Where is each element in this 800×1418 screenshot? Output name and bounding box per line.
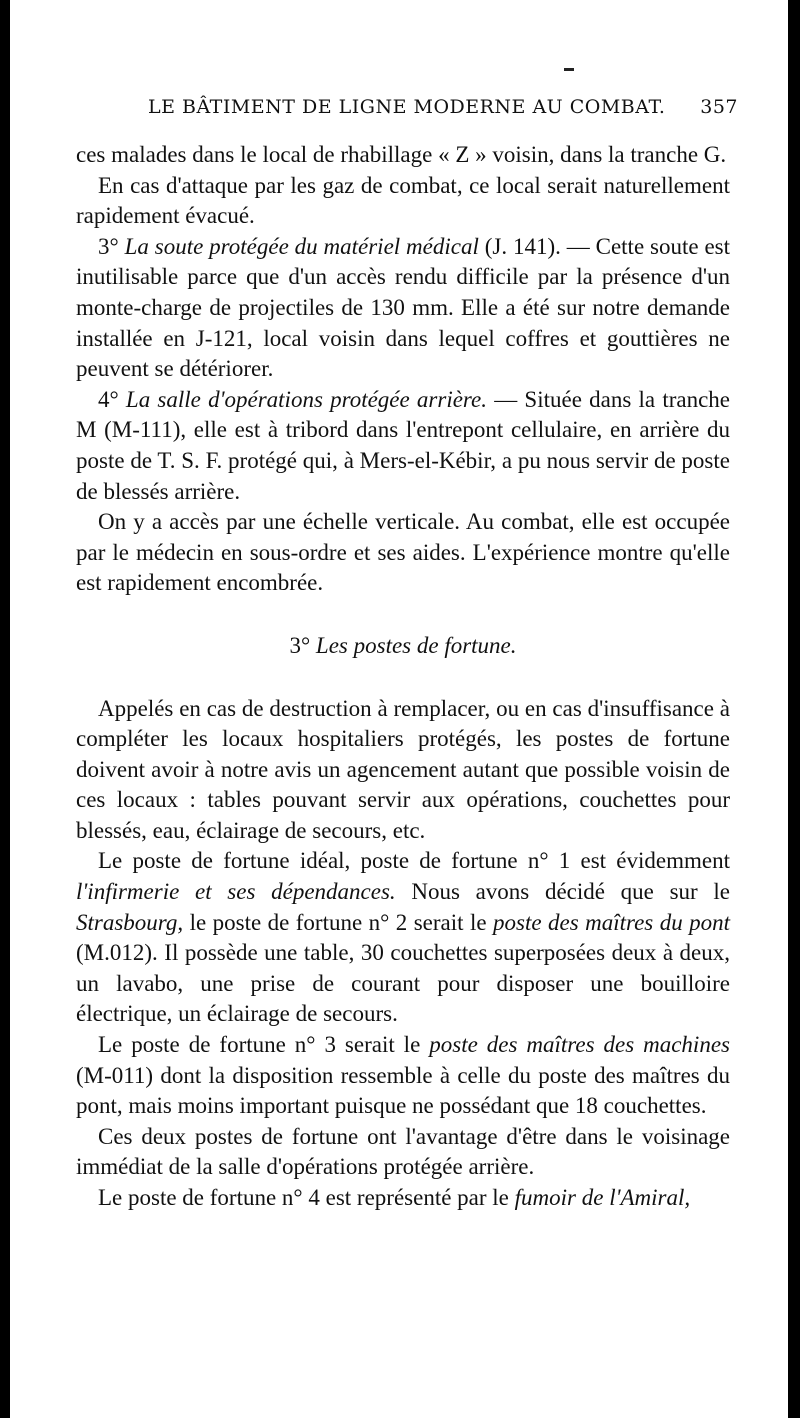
paragraph-text: On y a accès par une échelle verticale. Au combat, elle est occupée par le médecin en sous-ordre et ses aides. L'expérience montre qu'elle est rapidement encombrée. <box>76 509 730 596</box>
section-number: 3° <box>289 632 311 658</box>
italic-phrase: l'infirmerie et ses dépendances. <box>76 879 396 905</box>
paragraph-text: le poste de fortune n° 2 serait le <box>189 909 487 935</box>
paragraph <box>76 232 730 385</box>
paragraph-text: Le poste de fortune n° 4 est représenté par le <box>98 1185 509 1210</box>
item-title: La salle d'opérations protégée arrière. <box>125 386 487 412</box>
italic-phrase: poste des maîtres du pont <box>493 909 731 935</box>
running-title: LE BÂTIMENT DE LIGNE MODERNE AU COMBAT. <box>148 96 666 118</box>
paragraph <box>76 1030 730 1122</box>
item-number: 4° <box>98 386 119 412</box>
scan-border-left <box>0 0 10 1418</box>
italic-phrase: poste des maîtres des machines <box>429 1032 730 1058</box>
paragraph-text: (M.012). Il possède une table, 30 couchettes superposées deux à deux, un lavabo, une prise de courant pour disposer une bouilloire électrique, un éclairage de secours. <box>76 940 730 1027</box>
item-number: 3° <box>98 233 119 259</box>
paragraph-text: (M-011) dont la disposition ressemble à celle du poste des maîtres du pont, mais moins important puisque ne possédant que 18 couchettes. <box>76 1062 730 1119</box>
paragraph-text: Le poste de fortune idéal, poste de fortune n° 1 est évidemment <box>98 848 730 874</box>
page-body <box>76 140 730 1214</box>
paragraph <box>76 1183 730 1214</box>
scan-border-right <box>788 0 800 1418</box>
section-heading <box>76 631 730 662</box>
paragraph-text: ces malades dans le local de rhabillage « Z » voisin, dans la tranche G. <box>76 142 727 167</box>
page-number: 357 <box>700 96 738 118</box>
paragraph-text: Nous avons décidé que sur le <box>411 879 730 905</box>
paragraph-text: En cas d'attaque par les gaz de combat, ce local serait naturellement rapidement évacué. <box>76 172 730 229</box>
item-title: La soute protégée du matériel médical <box>124 233 479 259</box>
paragraph <box>76 1122 730 1183</box>
section-title: Les postes de fortune. <box>315 632 517 658</box>
ship-name: Strasbourg, <box>76 909 184 935</box>
paragraph <box>76 694 730 847</box>
paragraph <box>76 507 730 599</box>
paragraph-text: Appelés en cas de destruction à remplacer, ou en cas d'insuffisance à compléter les locaux hospitaliers protégés, les postes de fortune doivent avoir à notre avis un agencement autant que possible voisin de ces locaux : tables pouvant servir aux opérations, couchettes pour blessés, eau, éclairage de secours, etc. <box>76 695 730 843</box>
paragraph-text: — Située dans la tranche M (M-111), elle est à tribord dans l'entrepont cellulaire, en arrière du poste de T. S. F. protégé qui, à Mers-el-Kébir, a pu nous servir de poste de blessés arrière. <box>76 386 731 504</box>
italic-phrase: fumoir de l'Amiral, <box>514 1185 691 1210</box>
paragraph <box>76 140 730 171</box>
scan-speck <box>564 68 574 71</box>
paragraph-text: Ces deux postes de fortune ont l'avantage d'être dans le voisinage immédiat de la salle d'opérations protégée arrière. <box>76 1123 730 1180</box>
paragraph <box>76 385 730 507</box>
paragraph-text: Le poste de fortune n° 3 serait le <box>98 1032 421 1058</box>
paragraph-text: (J. 141). — Cette soute est inutilisable parce que d'un accès rendu difficile par la présence d'un monte-charge de projectiles de 130 mm. Elle a été sur notre demande installée en J-121, local voisin dans lequel coffres et gouttières ne peuvent se détériorer. <box>76 233 731 382</box>
paragraph <box>76 846 730 1030</box>
paragraph <box>76 171 730 232</box>
